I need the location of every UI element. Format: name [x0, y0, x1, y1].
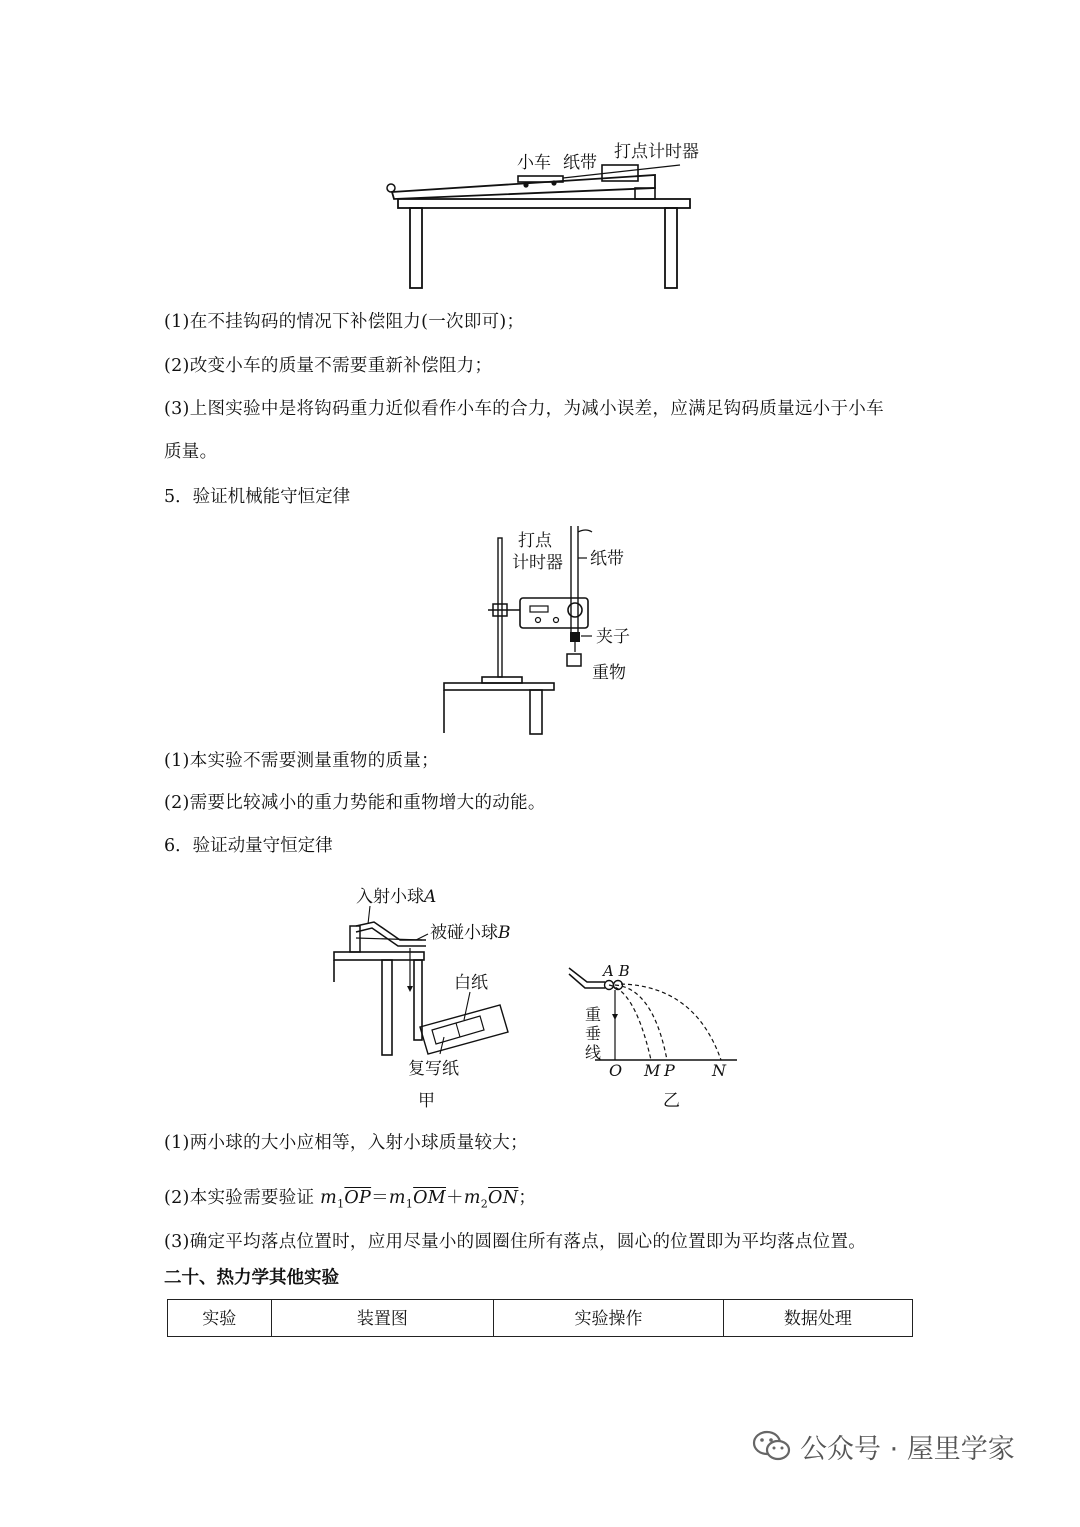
label-plumb-2: 垂: [585, 1024, 602, 1043]
figure-inclined-board: [380, 135, 710, 295]
note-5-2: (2)需要比较减小的重力势能和重物增大的动能。: [164, 793, 546, 813]
figure-energy-conservation: [440, 518, 660, 736]
label-car: 小车: [517, 153, 551, 173]
label-weight: 重物: [592, 663, 626, 683]
figure-momentum-yi: [565, 960, 745, 1112]
label-tape: 纸带: [590, 549, 624, 569]
label-point-m: M: [644, 1061, 661, 1080]
label-timer: 打点计时器: [614, 142, 699, 162]
caption-jia: 甲: [418, 1091, 435, 1111]
label-balls: A B: [603, 962, 630, 980]
label-carbon-paper: 复写纸: [408, 1059, 459, 1079]
note-4-1: (1)在不挂钩码的情况下补偿阻力(一次即可)；: [164, 312, 525, 332]
label-white-paper: 白纸: [454, 973, 488, 993]
section5-title: 5．验证机械能守恒定律: [164, 487, 351, 507]
section6-title: 6．验证动量守恒定律: [164, 836, 333, 856]
table-header-cell: 数据处理: [723, 1300, 912, 1337]
label-point-n: N: [712, 1061, 726, 1080]
label-plumb-3: 线: [585, 1043, 602, 1062]
label-plumb-1: 重: [585, 1005, 602, 1024]
label-timer-1: 打点: [518, 531, 552, 551]
label-hit-ball: 被碰小球B: [430, 923, 511, 943]
note-6-3: (3)确定平均落点位置时，应用尽量小的圆圈住所有落点，圆心的位置即为平均落点位置。: [164, 1232, 867, 1252]
table-header-cell: 实验操作: [494, 1300, 724, 1337]
note-4-3: (3)上图实验中是将钩码重力近似看作小车的合力，为减小误差，应满足钩码质量远小于小车: [164, 399, 884, 419]
note-6-1: (1)两小球的大小应相等，入射小球质量较大；: [164, 1133, 528, 1153]
label-tape: 纸带: [563, 153, 597, 173]
label-point-o: O: [609, 1061, 623, 1080]
label-timer-2: 计时器: [512, 553, 563, 573]
watermark-text: 公众号 · 屋里学家: [800, 1433, 1015, 1465]
wechat-icon: [752, 1429, 792, 1463]
experiment-table: [167, 1299, 913, 1337]
note-5-1: (1)本实验不需要测量重物的质量；: [164, 751, 439, 771]
note-6-2: (2)本实验需要验证 $m_1\overline{OP}=m_1\overline{OM}+m_2\overline{ON}$；: [164, 1188, 537, 1211]
label-point-p: P: [664, 1061, 675, 1080]
note-4-2: (2)改变小车的质量不需要重新补偿阻力；: [164, 356, 493, 376]
note-4-3-cont: 质量。: [164, 442, 218, 462]
table-header-cell: 装置图: [271, 1300, 494, 1337]
label-incident-ball: 入射小球A: [356, 887, 437, 907]
caption-yi: 乙: [663, 1091, 680, 1111]
watermark: [752, 1426, 1015, 1466]
section20-title: 二十、热力学其他实验: [164, 1268, 339, 1288]
table-header-cell: 实验: [168, 1300, 272, 1337]
label-clip: 夹子: [596, 627, 630, 647]
figure-momentum-jia: [330, 882, 540, 1112]
table-header-row: [168, 1300, 913, 1337]
